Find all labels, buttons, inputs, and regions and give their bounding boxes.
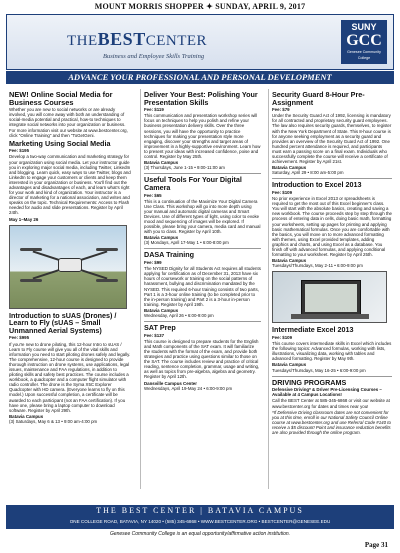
logo-gcc: GCC	[346, 32, 382, 49]
drone-photo	[9, 225, 127, 309]
course-schedule: (3) Mondays, April 17-May 1 • 6:00-8:00 pm	[144, 240, 229, 246]
course-body: No prior experience in Excel 2013 or spreadsheets is required to get the most out of this Excel beginner's class. You will start with the absolute basics, creating and saving a new workbook. The course proceeds step by step through the process of entering data in cells, doing basic math, formatting your worksheets, setting up pages for printing and applying basic mathematical formulas. Once you are comfortable with the basics, you will move on to more advanced formatting with themes, using Excel provided templates, adding graphics and charts, and using Excel as a database. You finish off with advanced formulas, and applying conditional formatting to your worksheet. Register by April 25th.	[272, 196, 393, 258]
course-location: Batavia Campus	[144, 235, 179, 241]
course-fee: Fee: $109	[272, 190, 293, 195]
course-fee: Fee: $79	[272, 107, 290, 113]
course-fee: Fee: $119	[144, 107, 164, 113]
course-location: Batavia Campus	[144, 160, 179, 166]
course-title: Security Guard 8-Hour Pre-Assignment	[272, 90, 365, 107]
divider	[144, 248, 261, 249]
course-body: This course is designed to prepare students for the English and Math components of the SAT exam. It will familiarize the students with the format of the exam, and provide both strategies and practice using questions similar to those on the SAT. The course includes review and practice of critical reading, sentence completion, grammar, usage and writing, as well as topics from pre-algebra, algebra and geometry. Register by April 12th.	[144, 338, 260, 380]
course-schedule: Wednesdays, April 19-May 24 • 6:00-9:00 pm	[144, 385, 233, 391]
course-fee: Fee: $195	[9, 148, 30, 154]
course-body: This communication and presentation workshop series will focus on techniques to help you polish and refine your business presentation delivery skills. Over the three sessions, you will have the opportunity to practice techniques for making your presentation style more engaging, discover your strengths and target areas of improvement in a highly-supportive environment. Learn how to present your ideas with increased confidence, poise and control. Register by May 25th.	[144, 113, 261, 160]
course-title: Useful Tools For Your Digital Camera	[144, 175, 242, 192]
course-schedule: Tuesdays/Thursdays, May 16-25 • 6:00-9:00 pm	[272, 367, 366, 373]
page-number: Page 31	[364, 541, 388, 549]
course-location: Batavia Campus	[272, 362, 307, 368]
advance-strip: ADVANCE YOUR PROFESSIONAL AND PERSONAL DEVELOPMENT	[6, 71, 394, 84]
section-title: DRIVING PROGRAMS	[272, 377, 347, 387]
brand-the: THE	[67, 33, 98, 49]
course-schedule: Tuesdays/Thursdays, May 2-11 • 6:00-9:00 pm	[272, 263, 363, 269]
course-title: SAT Prep	[144, 323, 176, 333]
drone-rotor	[20, 248, 42, 251]
column-1	[9, 89, 131, 426]
course-title: Marketing Using Social Media	[9, 138, 111, 148]
brand-best: BEST	[97, 29, 146, 49]
footer-contact: ONE COLLEGE ROAD, BATAVIA, NY 14020 • (585) 345-6868 • WWW.BESTCENTER.ORG • BESTCENTER@GENESEE.EDU	[69, 519, 331, 524]
driving-subtitle: Defensive Driving* & Driver Pre-Licensing Courses – Available at 4 Campus Locations!	[272, 387, 382, 398]
brand-center: CENTER	[145, 33, 208, 49]
divider	[272, 376, 392, 377]
course-fee: Fee: $995	[9, 335, 30, 341]
column-2	[140, 89, 261, 489]
logo-suny: SUNY	[351, 22, 377, 32]
footer-bar	[6, 505, 394, 529]
gcc-logo	[341, 20, 387, 64]
course-location: Batavia Campus	[144, 307, 179, 313]
masthead: MOUNT MORRIS SHOPPER ✦ SUNDAY, APRIL 9, 2017	[94, 2, 306, 11]
drone-rotor	[20, 279, 42, 282]
course-fee: Fee: $109	[272, 335, 293, 340]
course-title: Introduction to Excel 2013	[272, 180, 362, 190]
divider	[272, 178, 392, 179]
course-fee: Fee: $65	[144, 192, 162, 198]
drone-rotor	[96, 248, 118, 251]
course-body: This course covers intermediate skills in Excel which includes the following topics: Advanced formulas, working with lists, illustrations, visualizing data, working with tables and advanced formatting. Register by May 9th.	[272, 341, 392, 362]
course-schedule: (3) Thursdays, June 1-15 • 9:00-11:00 am	[144, 165, 225, 171]
course-schedule: Wednesday, April 26 • 6:00-9:00 pm	[144, 312, 214, 318]
course-location: Batavia Campus	[272, 165, 307, 171]
course-date: May 1–May 26	[9, 216, 39, 222]
course-body: Under the Security Guard Act of 1992, licensing is mandatory for all contracted and proprietary security guard employees. The law also requires security guards, themselves, to register with the New York Department of State. This 8-hour course is for anyone seeking employment as a security guard and provides an overview of the Security Guard Act of 1992. One hundred percent attendance is required, and participants must earn a passing score on a final exam. Individuals who successfully complete the course will receive a certificate of achievement. Register by April 21st.	[272, 113, 392, 165]
driving-body: Call the BEST Center at 585-345-6868 or visit our website at www.bestcenter.org for dates and times near you!	[272, 398, 390, 409]
course-body: Develop a two-way communication and marketing strategy for your organization using social media. Let your instructor guide you in exploring major social media, including Twitter, LinkedIn and blogging. Learn quick, easy ways to use Twitter, blogs and LinkedIn to engage your customers or clients and keep them interested in your organization or business. You'll find out the advantages and disadvantages of each, and learn what's right for your work and kind of organization. Your instructor is a director of marketing for a national association, and writes and speaks on the topic. Technical Requirements: Access to Flash needed for audio and slide presentations. Register by April 24th.	[9, 154, 131, 216]
course-body: The NYSED Dignity for all Students Act requires all students applying for certification as of December 31, 2013 have six hours of coursework or training on the social patterns of harassment, bullying and discrimination mandated by the NYSED. This required 6-hour training consists of two parts, Part 1 is a 3-hour online training (to be completed prior to the in-person training) and Part 2 is a 3-hour in-person training. Register by April 19th.	[144, 266, 261, 307]
course-title: NEW! Online Social Media for Business Courses	[9, 90, 113, 107]
course-title: Introduction to sUAS (Drones) / Learn to Fly (sUAS – Small Unmanned Aerial Systems)	[9, 310, 117, 335]
equal-opportunity-note: Genesee Community College is an equal opportunity/affirmative action institution.	[109, 531, 291, 537]
drone-rotor	[96, 279, 118, 282]
course-schedule: Saturday, April 29 • 8:00 am-5:00 pm	[272, 170, 344, 176]
tagline: Business and Employee Skills Training	[103, 53, 205, 60]
brand-name	[67, 29, 207, 50]
laptop-lid	[301, 280, 361, 316]
laptop-screen	[305, 284, 357, 312]
course-body: Whether you are new to social networks or are already involved, you will come away with both an understanding of social-media potential and practical, how-to techniques to integrate social networks into your organization or business. For more information visit our website at www.bestcenter.org, click "Online Training" and then "ToGetGeni.	[9, 107, 128, 138]
divider	[144, 321, 261, 322]
course-body: If you're new to drone piloting, this 12-hour Intro to sUAS / Learn to Fly course will give you all of the vital skills and information you need to start piloting drones safely and legally. The comprehensive, 12-hour course is designed to provide thorough instruction on drone systems, use applications, legal issues, maintenance and FAA regulations, in addition to piloting skills and safety best practices. The course includes a workbook, a quadcopter and a computer flight simulator with radio controller. The drone is the Syma X5C Explorer Quadcopter with HD camera. (Everyone learns to fly on this model.) Upon successful completion, a certificate will be awarded to each participant (not an FAA certification). If you have one, please bring a laptop computer to download software. Register by April 29th.	[9, 341, 131, 413]
logo-sub: Genesee Community College	[347, 50, 381, 60]
laptop-photo	[272, 271, 387, 323]
course-location: Batavia Campus	[272, 258, 307, 264]
best-center-banner	[6, 14, 394, 70]
footer-title: THE BEST CENTER | BATAVIA CAMPUS	[96, 506, 304, 515]
drone-body	[58, 258, 82, 272]
laptop-base	[291, 314, 369, 319]
course-location: Dansville Campus Center	[144, 380, 197, 386]
course-fee: Fee: $99	[144, 260, 162, 266]
course-fee: Fee: $137	[144, 332, 165, 338]
course-body: This is a continuation of the Maximize Your Digital Camera Use Class. This workshop will go into more depth using your manual and automatic digital cameras and Smart Devices. Use of different types of light, using color to evoke mood and sequencing of images will be explored. If possible, please bring your camera, media card and manual with you to class. Register by April 10th.	[144, 198, 261, 235]
column-3	[268, 89, 392, 489]
course-schedule: (3) Saturdays, May 6 & 13 • 9:00 am-4:00 pm	[9, 418, 98, 424]
driving-note: *If Defensive Driving classroom dates are not convenient for you at this time, enroll in our National Safety Council Online course at www.bestcenter.org and use Referral Code #140 to receive a $5 discount! Point and insurance reduction benefits are also provided through the online program.	[272, 409, 391, 435]
course-title: Intermediate Excel 2013	[272, 325, 354, 335]
course-title: Deliver Your Best: Polishing Your Presentation Skills	[144, 90, 258, 107]
course-title: DASA Training	[144, 250, 195, 260]
divider	[144, 173, 261, 174]
course-location: Batavia Campus	[9, 413, 44, 419]
